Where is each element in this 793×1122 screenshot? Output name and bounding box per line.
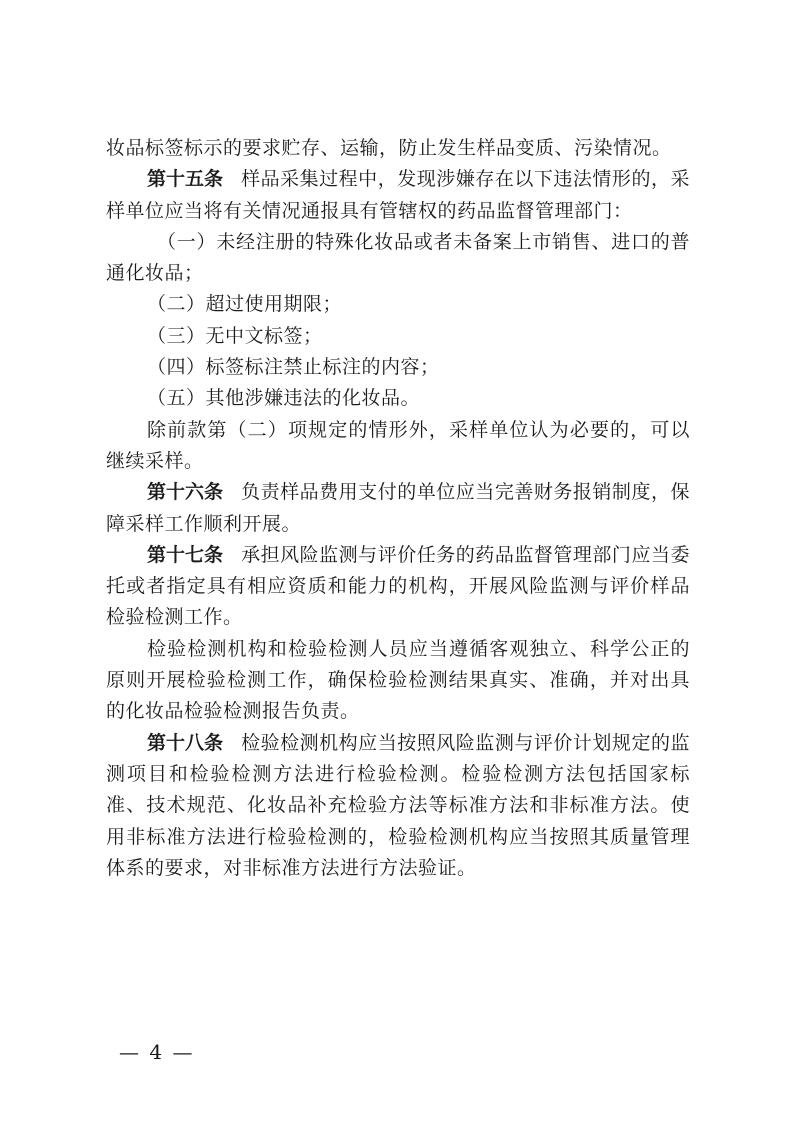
list-item <box>106 383 690 414</box>
paragraph <box>106 634 690 728</box>
paragraph-text: 检验检测机构和检验检测人员应当遵循客观独立、科学公正的原则开展检验检测工作，确保检验检测结果真实、准确，并对出具的化妆品检验检测报告负责。 <box>106 637 690 723</box>
list-item-text: （二）超过使用期限； <box>147 293 343 316</box>
article-text: 负责样品费用支付的单位应当完善财务报销制度，保障采样工作顺利开展。 <box>106 481 690 535</box>
list-item-text: （五）其他涉嫌违法的化妆品。 <box>147 387 421 410</box>
article-18 <box>106 728 690 884</box>
list-item <box>106 289 690 320</box>
list-item-text: （三）无中文标签； <box>147 324 323 347</box>
list-item-text: （四）标签标注禁止标注的内容； <box>147 356 440 379</box>
article-text: 样品采集过程中，发现涉嫌存在以下违法情形的，采样单位应当将有关情况通报具有管辖权的药品监督管理部门： <box>106 168 690 222</box>
article-text: 检验检测机构应当按照风险监测与评价计划规定的监测项目和检验检测方法进行检验检测。检验检测方法包括国家标准、技术规范、化妆品补充检验方法等标准方法和非标准方法。使用非标准方法进行检验检测的，检验检测机构应当按照其质量管理体系的要求，对非标准方法进行方法验证。 <box>106 731 690 879</box>
body-text <box>106 133 690 884</box>
list-item <box>106 321 690 352</box>
article-number: 第十六条 <box>147 481 224 504</box>
page-number: — 4 — <box>119 1040 195 1064</box>
paragraph-continuation <box>106 133 690 164</box>
article-15 <box>106 164 690 227</box>
paragraph-text: 除前款第（二）项规定的情形外，采样单位认为必要的，可以继续采样。 <box>106 418 690 472</box>
article-number: 第十八条 <box>147 731 224 754</box>
list-item <box>106 352 690 383</box>
article-number: 第十五条 <box>147 168 224 191</box>
paragraph-text: 妆品标签标示的要求贮存、运输，防止发生样品变质、污染情况。 <box>106 137 672 159</box>
article-17 <box>106 540 690 634</box>
list-item <box>106 227 690 290</box>
list-item-text: （一）未经注册的特殊化妆品或者未备案上市销售、进口的普通化妆品； <box>106 230 690 285</box>
paragraph <box>106 415 690 478</box>
article-16 <box>106 477 690 540</box>
article-text: 承担风险监测与评价任务的药品监督管理部门应当委托或者指定具有相应资质和能力的机构，开展风险监测与评价样品检验检测工作。 <box>106 543 690 629</box>
article-number: 第十七条 <box>147 543 224 566</box>
